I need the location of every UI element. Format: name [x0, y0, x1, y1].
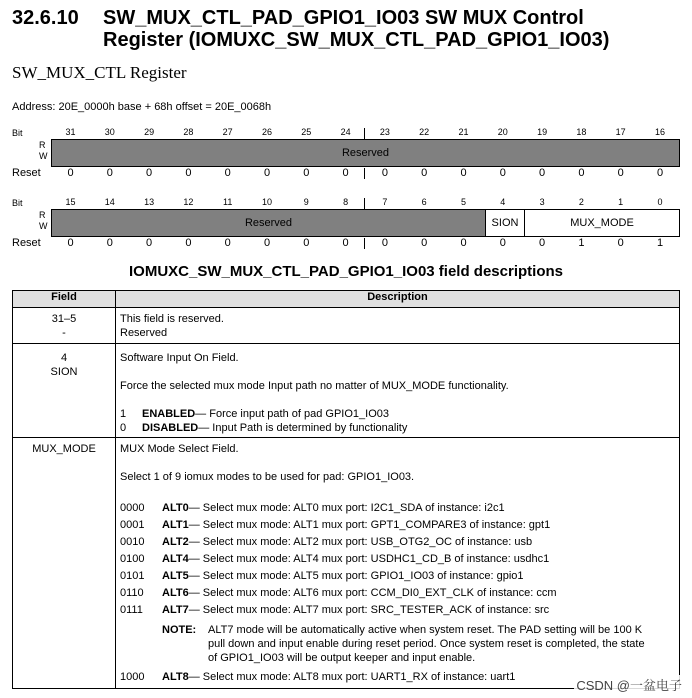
bit-number: 2	[578, 197, 584, 207]
reset-value: 0	[656, 167, 664, 179]
desc-text: Reserved	[120, 327, 168, 339]
bit-number: 9	[303, 197, 309, 207]
bit-number: 7	[382, 197, 388, 207]
reset-value: 0	[460, 237, 467, 249]
bit-number: 14	[104, 197, 115, 207]
table-title: IOMUXC_SW_MUX_CTL_PAD_GPIO1_IO03 field descriptions	[129, 263, 563, 280]
reset-value: 0	[303, 167, 310, 179]
reset-value: 0	[342, 167, 349, 179]
bit-number: 4	[500, 197, 506, 207]
field-bits: 31–5	[51, 313, 77, 325]
reset-value: 1	[578, 237, 585, 249]
reset-value: 1	[656, 237, 664, 249]
bit-number: 5	[460, 197, 466, 207]
reset-label: Reset	[12, 237, 41, 249]
reset-value: 0	[499, 167, 506, 179]
bit-number: 17	[615, 127, 626, 137]
mux-mode-field: MUX_MODE	[524, 210, 679, 236]
reset-value: 0	[381, 237, 388, 249]
bit-number: 12	[183, 197, 194, 207]
enum-value: 0101 ALT5 — Select mux mode: ALT5 mux port: GPIO1_IO03 of instance: gpio1	[120, 570, 524, 582]
watermark: CSDN @一盆电子	[574, 675, 684, 694]
register-upper	[12, 126, 680, 186]
bit-number: 19	[537, 127, 548, 137]
reset-value: 0	[578, 167, 585, 179]
reset-value: 0	[263, 237, 271, 249]
note-text: pull down and input enable during reset period. Once system reset is completed, the state	[208, 638, 645, 650]
reset-value: 0	[539, 237, 546, 249]
section-title-line1: SW_MUX_CTL_PAD_GPIO1_IO03 SW MUX Control	[103, 7, 584, 29]
reset-value: 0	[224, 167, 231, 179]
table-row	[13, 308, 680, 344]
reset-value: 0	[67, 237, 74, 249]
bit-number: 15	[65, 197, 76, 207]
bit-number: 23	[379, 127, 390, 137]
enum-value: 0010 ALT2 — Select mux mode: ALT2 mux port: USB_OTG2_OC of instance: usb	[120, 536, 533, 548]
note-text: of GPIO1_IO03 will be output keeper and input enable.	[208, 652, 476, 664]
enum-value: 0100 ALT4 — Select mux mode: ALT4 mux port: USDHC1_CD_B of instance: usdhc1	[120, 553, 550, 565]
note-text: ALT7 mode will be automatically active when system reset. The PAD setting will be 100 K	[208, 624, 643, 636]
reset-value: 0	[146, 237, 153, 249]
bit-number: 8	[343, 197, 349, 207]
r-label: R	[39, 210, 46, 220]
r-label: R	[39, 140, 46, 150]
field-name: MUX_MODE	[32, 443, 96, 455]
bit-number: 21	[458, 127, 469, 137]
table-row	[13, 344, 680, 438]
table-row	[13, 438, 680, 689]
reset-value: 0	[106, 237, 113, 249]
bit-number: 18	[576, 127, 587, 137]
mux-enum-list	[120, 501, 675, 617]
reset-value: 0	[106, 167, 113, 179]
bit-label: Bit	[12, 128, 23, 138]
table-header-row	[13, 291, 680, 308]
desc-text: Select 1 of 9 iomux modes to be used for pad: GPIO1_IO03.	[120, 471, 415, 483]
enum-value: 0001 ALT1 — Select mux mode: ALT1 mux port: GPT1_COMPARE3 of instance: gpt1	[120, 519, 551, 531]
reset-value: 0	[381, 167, 388, 179]
note-label: NOTE:	[162, 624, 197, 636]
reset-value: 0	[460, 167, 467, 179]
bit-number: 11	[223, 197, 233, 207]
header-description: Description	[116, 291, 680, 308]
lower-reserved-field: Reserved	[52, 210, 485, 236]
register-address: Address: 20E_0000h base + 68h offset = 20E_0068h	[12, 101, 272, 113]
bit-number: 0	[657, 197, 663, 207]
field-descriptions-table	[12, 290, 680, 689]
byte-divider	[364, 168, 365, 179]
w-label: W	[39, 221, 48, 231]
bit-number: 13	[144, 197, 155, 207]
header-field: Field	[13, 291, 116, 308]
bit-number: 29	[144, 127, 155, 137]
reset-value: 0	[146, 167, 153, 179]
bit-number: 28	[183, 127, 194, 137]
sion-field: SION	[485, 210, 524, 236]
bit-number: 26	[261, 127, 272, 137]
note-block	[162, 623, 675, 665]
bit-number: 3	[539, 197, 545, 207]
enum-value: 0110 ALT6 — Select mux mode: ALT6 mux port: CCM_DI0_EXT_CLK of instance: ccm	[120, 587, 557, 599]
byte-divider	[364, 238, 365, 249]
reset-value: 0	[185, 167, 192, 179]
reset-value: 0	[224, 237, 231, 249]
reset-value: 0	[617, 237, 624, 249]
section-title-line2: Register (IOMUXC_SW_MUX_CTL_PAD_GPIO1_IO03)	[103, 29, 610, 51]
desc-text: MUX Mode Select Field.	[120, 443, 239, 455]
bit-number: 20	[497, 127, 508, 137]
reset-value: 0	[499, 237, 506, 249]
section-number: 32.6.10	[12, 7, 79, 29]
reset-value: 0	[342, 237, 349, 249]
bit-number: 10	[261, 197, 272, 207]
bit-number: 25	[301, 127, 312, 137]
w-label: W	[39, 151, 48, 161]
field-name: -	[62, 327, 66, 339]
enum-value: 1 ENABLED — Force input path of pad GPIO1_IO03	[120, 408, 390, 420]
bit-number: 24	[340, 127, 351, 137]
bit-number: 30	[104, 127, 115, 137]
register-lower	[12, 196, 680, 256]
desc-text: Force the selected mux mode Input path no matter of MUX_MODE functionality.	[120, 380, 509, 392]
upper-register-box	[51, 139, 680, 167]
desc-text: This field is reserved.	[120, 313, 224, 325]
field-bits: 4	[60, 352, 68, 364]
bit-number: 16	[654, 127, 665, 137]
reset-label: Reset	[12, 167, 41, 179]
bit-number: 31	[65, 127, 76, 137]
reset-value: 0	[303, 237, 310, 249]
bit-number: 22	[419, 127, 430, 137]
reset-value: 0	[539, 167, 546, 179]
register-subtitle: SW_MUX_CTL Register	[12, 63, 187, 82]
bit-number: 27	[222, 127, 233, 137]
desc-text: Software Input On Field.	[120, 352, 239, 364]
field-name: SION	[50, 366, 78, 378]
reset-value: 0	[421, 167, 428, 179]
reset-value: 0	[67, 167, 74, 179]
enum-value: 0 DISABLED — Input Path is determined by functionality	[120, 422, 408, 434]
bit-number: 1	[618, 197, 624, 207]
enum-value: 1000 ALT8 — Select mux mode: ALT8 mux port: UART1_RX of instance: uart1	[120, 671, 516, 683]
reset-value: 0	[185, 237, 192, 249]
bit-number: 6	[421, 197, 427, 207]
upper-reserved-field: Reserved	[52, 140, 679, 166]
enum-value: 0111 ALT7 — Select mux mode: ALT7 mux port: SRC_TESTER_ACK of instance: src	[120, 604, 550, 616]
byte-divider	[364, 128, 365, 139]
reset-value: 0	[263, 167, 271, 179]
enum-value: 0000 ALT0 — Select mux mode: ALT0 mux port: I2C1_SDA of instance: i2c1	[120, 502, 505, 514]
lower-register-box	[51, 209, 680, 237]
reset-value: 0	[421, 237, 428, 249]
byte-divider	[364, 198, 365, 209]
bit-label: Bit	[12, 198, 23, 208]
reset-value: 0	[617, 167, 624, 179]
